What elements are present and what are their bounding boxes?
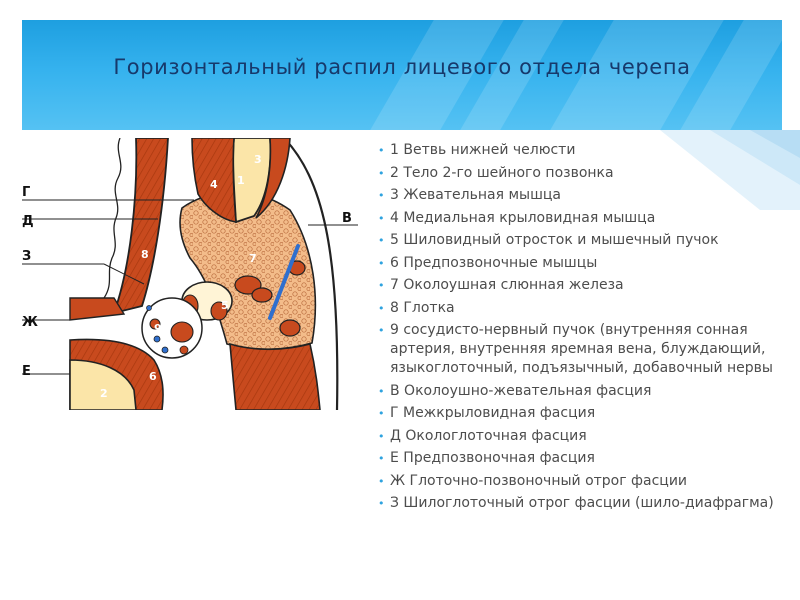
- legend-list: [362, 141, 782, 517]
- legend-item-text: Г Межкрыловидная фасция: [390, 405, 596, 421]
- bullet-icon: •: [378, 301, 385, 315]
- gland-muscle-c: [280, 320, 300, 336]
- sternocleidomastoid: [230, 344, 320, 410]
- legend-item: [362, 209, 782, 228]
- vagus-nerve: [154, 336, 160, 342]
- legend-item-text: Д Окологлоточная фасция: [390, 427, 587, 444]
- legend-item-text: 2 Тело 2-го шейного позвонка: [390, 164, 614, 181]
- legend-item: [362, 427, 782, 446]
- legend-item: [362, 472, 782, 491]
- legend-item: [362, 404, 782, 423]
- legend-item-text: 5 Шиловидный отросток и мышечный пучок: [390, 232, 719, 248]
- gland-muscle-b: [252, 288, 272, 302]
- label-V: В: [342, 211, 352, 226]
- bullet-icon: •: [378, 234, 385, 247]
- bullet-icon: •: [378, 279, 385, 292]
- legend-item-text: 8 Глотка: [390, 299, 455, 316]
- legend-item: [362, 231, 782, 250]
- skull-section-diagram: [22, 138, 358, 410]
- legend-item-text: 3 Жевательная мышца: [390, 187, 561, 203]
- legend-item: [362, 299, 782, 318]
- slide-title: Горизонтальный распил лицевого отдела черепа: [113, 55, 691, 79]
- legend-item: [362, 254, 782, 273]
- legend-item-text: 7 Околоушная слюнная железа: [390, 277, 624, 293]
- number-5: 5: [221, 299, 229, 312]
- legend-item-text: В Околоушно-жевательная фасция: [390, 382, 652, 399]
- glossopharyngeal-nerve: [162, 347, 168, 353]
- legend-item: [362, 141, 782, 160]
- bullet-icon: •: [378, 166, 385, 180]
- legend-item-text: З Шилоглоточный отрог фасции (шило-диафрагма): [390, 495, 774, 511]
- legend-item: [362, 449, 782, 468]
- bullet-icon: •: [378, 144, 385, 157]
- number-1: 1: [237, 174, 245, 187]
- legend-item-text: Ж Глоточно-позвоночный отрог фасции: [390, 472, 688, 489]
- internal-jugular-vein: [171, 322, 193, 342]
- bullet-icon: •: [378, 256, 385, 270]
- legend-item: [362, 276, 782, 295]
- legend-item: [362, 494, 782, 513]
- legend-item: [362, 186, 782, 205]
- bullet-icon: •: [378, 429, 385, 443]
- number-2: 2: [100, 387, 108, 400]
- bullet-icon: •: [378, 384, 385, 398]
- legend-item-text: Е Предпозвоночная фасция: [390, 450, 595, 466]
- legend-item-text: 1 Ветвь нижней челюсти: [390, 142, 576, 158]
- label-E: Е: [22, 364, 31, 379]
- legend-item: [362, 321, 782, 378]
- bullet-icon: •: [378, 452, 385, 465]
- legend-item-text: 9 сосудисто-нервный пучок (внутренняя сонная артерия, внутренняя яремная вена, блуждающий, языкоглоточный, подъязычный, добавочный нервы: [390, 322, 773, 376]
- legend-item: [362, 382, 782, 401]
- bullet-icon: •: [378, 324, 385, 337]
- number-9: 9: [154, 322, 162, 335]
- legend-item-text: 6 Предпозвоночные мышцы: [390, 254, 598, 271]
- label-G: Г: [22, 185, 31, 200]
- label-D: Д: [22, 214, 34, 229]
- number-7: 7: [249, 252, 257, 265]
- bullet-icon: •: [378, 189, 385, 202]
- bullet-icon: •: [378, 211, 385, 225]
- number-8: 8: [141, 248, 149, 261]
- bullet-icon: •: [378, 407, 385, 420]
- label-Z: З: [22, 249, 32, 264]
- bullet-icon: •: [378, 474, 385, 488]
- hypoglossal-nerve: [180, 346, 188, 354]
- number-6: 6: [149, 370, 157, 383]
- legend-item: [362, 164, 782, 183]
- label-Zh: Ж: [22, 315, 38, 330]
- number-4: 4: [210, 178, 218, 191]
- number-3: 3: [254, 153, 262, 166]
- bullet-icon: •: [378, 497, 385, 510]
- accessory-nerve: [147, 306, 152, 311]
- legend-item-text: 4 Медиальная крыловидная мышца: [390, 209, 656, 226]
